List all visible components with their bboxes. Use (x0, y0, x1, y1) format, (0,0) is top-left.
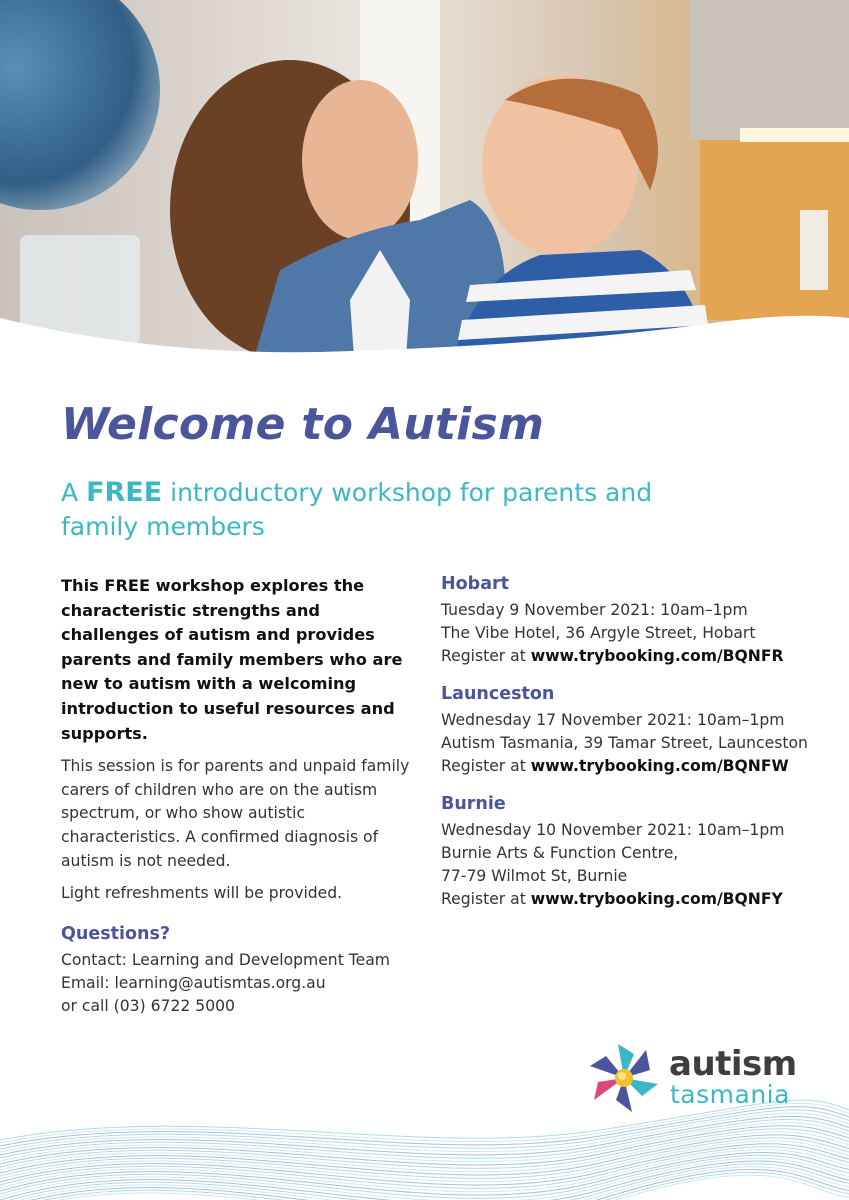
location-city: Hobart (441, 574, 510, 594)
autism-tasmania-logo (586, 1040, 806, 1118)
subtitle (61, 476, 701, 544)
location-hobart (441, 572, 821, 668)
contact-email[interactable]: Email: learning@autismtas.org.au (61, 973, 326, 992)
location-register (441, 755, 821, 778)
hero-illustration (0, 0, 849, 372)
location-date: Tuesday 9 November 2021: 10am–1pm (441, 601, 748, 619)
logo-word-autism: autism (669, 1044, 797, 1084)
location-venue: Autism Tasmania, 39 Tamar Street, Launceston (441, 734, 808, 752)
location-venue-line2: 77-79 Wilmot St, Burnie (441, 867, 628, 885)
location-register (441, 888, 821, 911)
location-date: Wednesday 10 November 2021: 10am–1pm (441, 821, 785, 839)
refreshments-note: Light refreshments will be provided. (61, 884, 343, 903)
register-link[interactable]: www.trybooking.com/BQNFR (530, 647, 784, 665)
register-link[interactable]: www.trybooking.com/BQNFY (530, 890, 783, 908)
location-burnie (441, 792, 821, 911)
intro-body: This session is for parents and unpaid family carers of children who are on the autism spectrum, or who show autistic characteristics. A confirmed diagnosis of autism is not needed. (61, 757, 410, 870)
subtitle-rest: introductory workshop for parents and family members (61, 478, 653, 541)
contact-phone[interactable]: or call (03) 6722 5000 (61, 997, 235, 1016)
woman-face (302, 80, 418, 240)
register-prefix: Register at (441, 757, 531, 775)
intro-lead: This FREE workshop explores the characteristic strengths and challenges of autism and provides parents and family members who are new to autism with a welcoming introduction to useful resources and supports. (61, 576, 403, 743)
flower-logo-icon (586, 1040, 662, 1116)
register-link[interactable]: www.trybooking.com/BQNFW (530, 757, 789, 775)
page-title: Welcome to Autism (61, 399, 545, 450)
location-date: Wednesday 17 November 2021: 10am–1pm (441, 711, 785, 729)
location-venue: The Vibe Hotel, 36 Argyle Street, Hobart (441, 624, 756, 642)
wave-line (0, 1116, 849, 1155)
hero-photo (0, 0, 849, 372)
subtitle-free: FREE (86, 477, 163, 508)
questions-heading: Questions? (61, 923, 171, 944)
location-city: Launceston (441, 684, 555, 704)
subtitle-prefix: A (61, 478, 87, 507)
logo-word-tasmania: tasmania (670, 1080, 790, 1109)
register-prefix: Register at (441, 890, 531, 908)
register-prefix: Register at (441, 647, 531, 665)
contact-team: Contact: Learning and Development Team (61, 950, 390, 969)
location-register (441, 645, 821, 668)
location-launceston (441, 682, 821, 778)
locations-column (441, 572, 821, 925)
location-venue: Burnie Arts & Function Centre, (441, 844, 679, 862)
location-city: Burnie (441, 794, 506, 814)
intro-column (61, 574, 411, 1018)
